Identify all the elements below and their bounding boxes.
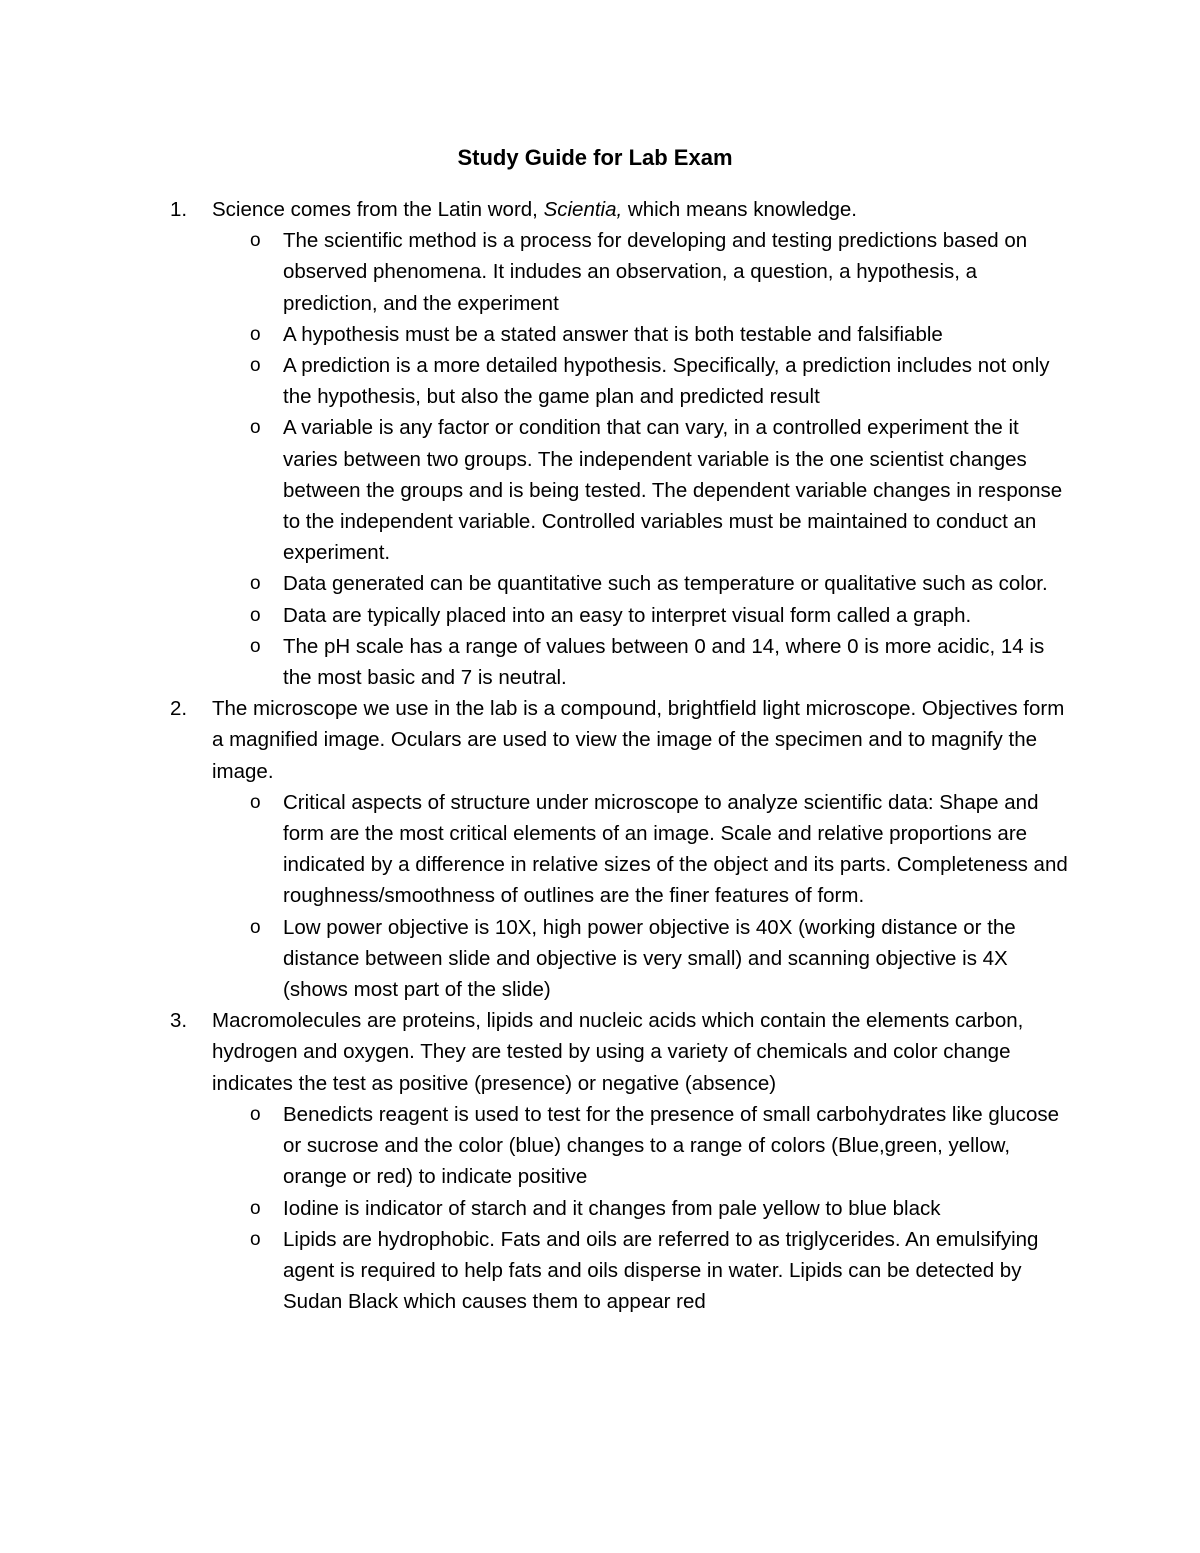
sub-list-item: o A variable is any factor or condition that can vary, in a controlled experiment the it varies between two groups. The independent variable is the one scientist changes between the groups and is being tested. The dependent variable changes in response to the independent variable. Controlled variables must be maintained to conduct an experiment. <box>212 412 1070 568</box>
bullet-icon: o <box>250 791 261 813</box>
bullet-icon: o <box>250 635 261 657</box>
sub-list-item: o The scientific method is a process for developing and testing predictions based on observed phenomena. It indudes an observation, a question, a hypothesis, a prediction, and the experiment <box>212 225 1070 319</box>
page-title: Study Guide for Lab Exam <box>457 145 733 170</box>
bullet-icon: o <box>250 1228 261 1250</box>
list-item-text: The microscope we use in the lab is a compound, brightfield light microscope. Objectives form a magnified image. Oculars are used to view the image of the specimen and to magnify the image. <box>212 697 1065 783</box>
sub-list <box>212 787 1070 1005</box>
list-item-text: Science comes from the Latin word, Scientia, which means knowledge. <box>212 198 857 221</box>
list-number: 3. <box>170 1009 188 1033</box>
latin-word: Scientia, <box>543 198 623 221</box>
list-number: 2. <box>170 697 188 721</box>
sub-list-item: o The pH scale has a range of values between 0 and 14, where 0 is more acidic, 14 is the most basic and 7 is neutral. <box>212 631 1070 693</box>
sub-list-item: o Lipids are hydrophobic. Fats and oils are referred to as triglycerides. An emulsifying agent is required to help fats and oils disperse in water. Lipids can be detected by Sudan Black which causes them to appear red <box>212 1224 1070 1318</box>
list-item-text: Macromolecules are proteins, lipids and nucleic acids which contain the elements carbon, hydrogen and oxygen. They are tested by using a variety of chemicals and color change indicates the test as positive (presence) or negative (absence) <box>212 1009 1024 1095</box>
sub-list-item: o A prediction is a more detailed hypothesis. Specifically, a prediction includes not only the hypothesis, but also the game plan and predicted result <box>212 350 1070 412</box>
sub-list-item: o Iodine is indicator of starch and it changes from pale yellow to blue black <box>212 1193 1070 1224</box>
bullet-icon: o <box>250 417 261 439</box>
sub-list-item: o Low power objective is 10X, high power objective is 40X (working distance or the distance between slide and objective is very small) and scanning objective is 4X (shows most part of the slide) <box>212 912 1070 1006</box>
sub-list-item: o Critical aspects of structure under microscope to analyze scientific data: Shape and form are the most critical elements of an image. Scale and relative proportions are indicated by a difference in relative sizes of the object and its parts. Completeness and roughness/smoothness of outlines are the finer features of form. <box>212 787 1070 912</box>
sub-list-item: o Data are typically placed into an easy to interpret visual form called a graph. <box>212 600 1070 631</box>
sub-list-item: o A hypothesis must be a stated answer that is both testable and falsifiable <box>212 319 1070 350</box>
bullet-icon: o <box>250 230 261 252</box>
sub-list <box>212 1099 1070 1317</box>
list-item-3 <box>170 1005 1070 1317</box>
bullet-icon: o <box>250 1197 261 1219</box>
sub-list <box>212 225 1070 693</box>
sub-list-item: o Benedicts reagent is used to test for the presence of small carbohydrates like glucose or sucrose and the color (blue) changes to a range of colors (Blue,green, yellow, orange or red) to indicate positive <box>212 1099 1070 1193</box>
bullet-icon: o <box>250 573 261 595</box>
sub-list-item: o Data generated can be quantitative such as temperature or qualitative such as color. <box>212 568 1070 599</box>
bullet-icon: o <box>250 604 261 626</box>
bullet-icon: o <box>250 355 261 377</box>
list-number: 1. <box>170 198 188 221</box>
list-item-1 <box>170 194 1070 693</box>
bullet-icon: o <box>250 916 261 938</box>
bullet-icon: o <box>250 323 261 345</box>
bullet-icon: o <box>250 1103 261 1125</box>
document-body <box>170 194 1070 1317</box>
list-item-2 <box>170 693 1070 1005</box>
